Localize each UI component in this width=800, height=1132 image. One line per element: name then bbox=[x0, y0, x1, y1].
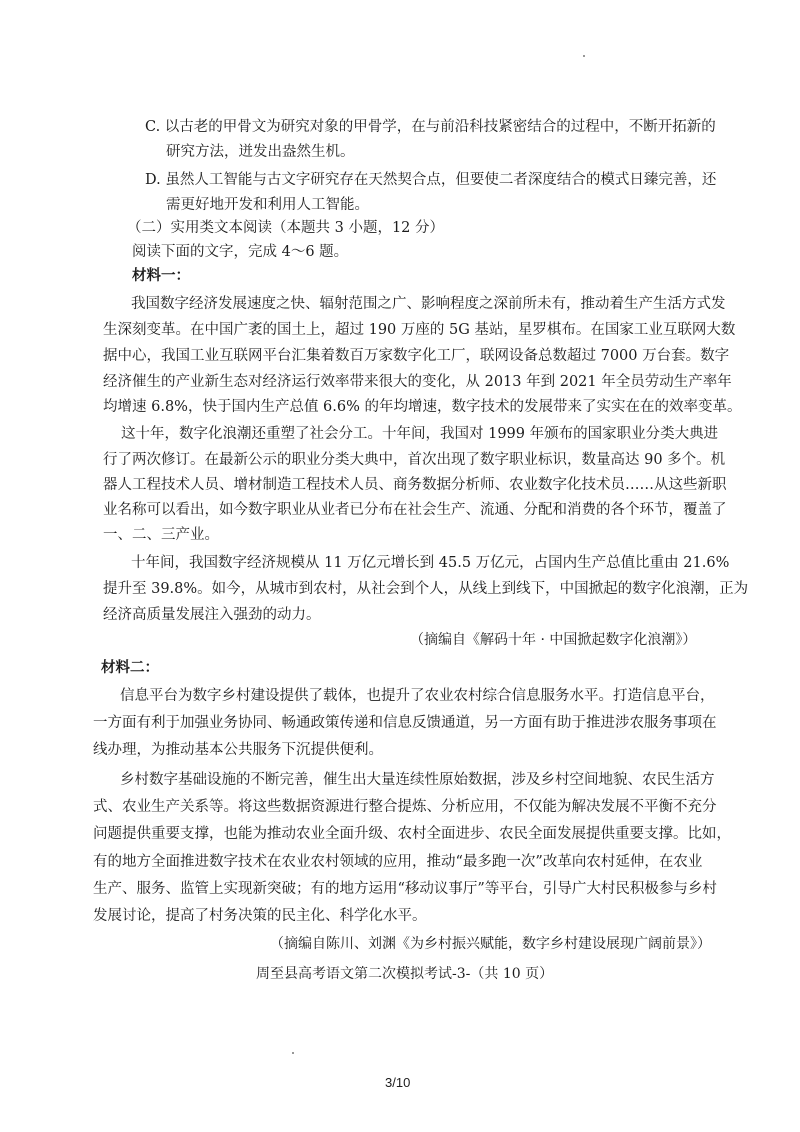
material-1-line: 十年间，我国数字经济规模从 11 万亿元增长到 45.5 万亿元，占国内生产总值比重由 21.6% bbox=[131, 555, 730, 571]
material-2-line: 生产、服务、监管上实现新突破；有的地方运用“移动议事厅”等平台，引导广大村民积极参与乡村 bbox=[93, 881, 717, 897]
option-d-line-1: D. 虽然人工智能与古文字研究存在天然契合点，但要使二者深度结合的模式日臻完善，还 bbox=[145, 172, 717, 188]
material-2-line: 问题提供重要支撑，也能为推动农业全面升级、农村全面进步、农民全面发展提供重要支撑。比如， bbox=[93, 826, 731, 842]
material-1-source: （摘编自《解码十年 · 中国掀起数字化浪潮》） bbox=[410, 632, 697, 648]
material-1-line: 业名称可以看出，如今数字职业从业者已分布在社会生产、流通、分配和消费的各个环节，覆盖了 bbox=[103, 502, 727, 518]
material-1-line: 经济高质量发展注入强劲的动力。 bbox=[103, 607, 321, 623]
material-2-line: 发展讨论，提高了村务决策的民主化、科学化水平。 bbox=[93, 908, 427, 924]
material-1-line: 据中心，我国工业互联网平台汇集着数百万家数字化工厂，联网设备总数超过 7000 万台套。数字 bbox=[103, 348, 730, 364]
option-d-line-2: 需更好地开发和利用人工智能。 bbox=[166, 197, 369, 213]
material-1-title: 材料一： bbox=[132, 267, 190, 284]
material-2-line: 线办理，为推动基本公共服务下沉提供便利。 bbox=[93, 742, 383, 758]
page-number: 3/10 bbox=[385, 1075, 411, 1090]
option-c-line-1: C. 以古老的甲骨文为研究对象的甲骨学，在与前沿科技紧密结合的过程中，不断开拓新的 bbox=[145, 119, 716, 135]
section-heading: （二）实用类文本阅读（本题共 3 小题，12 分） bbox=[127, 220, 445, 236]
material-1-line: 这十年，数字化浪潮还重塑了社会分工。十年间，我国对 1999 年颁布的国家职业分类大典进 bbox=[121, 426, 719, 442]
material-2-source: （摘编自陈川、刘渊《为乡村振兴赋能，数字乡村建设展现广阔前景》） bbox=[270, 936, 711, 952]
material-1-line: 器人工程技术人员、增材制造工程技术人员、商务数据分析师、农业数字化技术员……从这些新职 bbox=[103, 477, 727, 493]
material-2-line: 式、农业生产关系等。将这些数据资源进行整合提炼、分析应用，不仅能为解决发展不平衡不充分 bbox=[93, 799, 717, 815]
exam-footer: 周至县高考语文第二次模拟考试-3-（共 10 页） bbox=[256, 966, 554, 982]
material-1-line: 一、二、三产业。 bbox=[103, 527, 219, 543]
material-1-line: 我国数字经济发展速度之快、辐射范围之广、影响程度之深前所未有，推动着生产生活方式发 bbox=[131, 296, 726, 312]
material-1-line: 行了两次修订。在最新公示的职业分类大典中，首次出现了数字职业标识，数量高达 90 多个。机 bbox=[103, 452, 726, 468]
option-c-line-2: 研究方法，迸发出盎然生机。 bbox=[166, 144, 355, 160]
scan-speck bbox=[583, 55, 585, 57]
section-instruction: 阅读下面的文字，完成 4～6 题。 bbox=[132, 244, 349, 260]
material-2-line: 一方面有利于加强业务协同、畅通政策传递和信息反馈通道，另一方面有助于推进涉农服务事项在 bbox=[93, 715, 717, 731]
material-1-line: 均增速 6.8%，快于国内生产总值 6.6% 的年均增速，数字技术的发展带来了实实在在的效率变革。 bbox=[103, 399, 742, 415]
scan-speck bbox=[292, 1052, 294, 1054]
material-2-title: 材料二： bbox=[101, 659, 159, 676]
material-2-line: 信息平台为数字乡村建设提供了载体，也提升了农业农村综合信息服务水平。打造信息平台， bbox=[120, 688, 715, 704]
material-1-line: 提升至 39.8%。如今，从城市到农村，从社会到个人，从线上到线下，中国掀起的数字化浪潮，正为 bbox=[103, 581, 749, 597]
material-1-line: 生深刻变革。在中国广袤的国土上，超过 190 万座的 5G 基站，星罗棋布。在国家工业互联网大数 bbox=[103, 322, 736, 338]
material-2-line: 乡村数字基础设施的不断完善，催生出大量连续性原始数据，涉及乡村空间地貌、农民生活方 bbox=[120, 772, 715, 788]
material-2-line: 有的地方全面推进数字技术在农业农村领域的应用，推动“最多跑一次”改革向农村延伸，在农业 bbox=[93, 854, 703, 870]
material-1-line: 经济催生的产业新生态对经济运行效率带来很大的变化，从 2013 年到 2021 年全员劳动生产率年 bbox=[103, 374, 732, 390]
